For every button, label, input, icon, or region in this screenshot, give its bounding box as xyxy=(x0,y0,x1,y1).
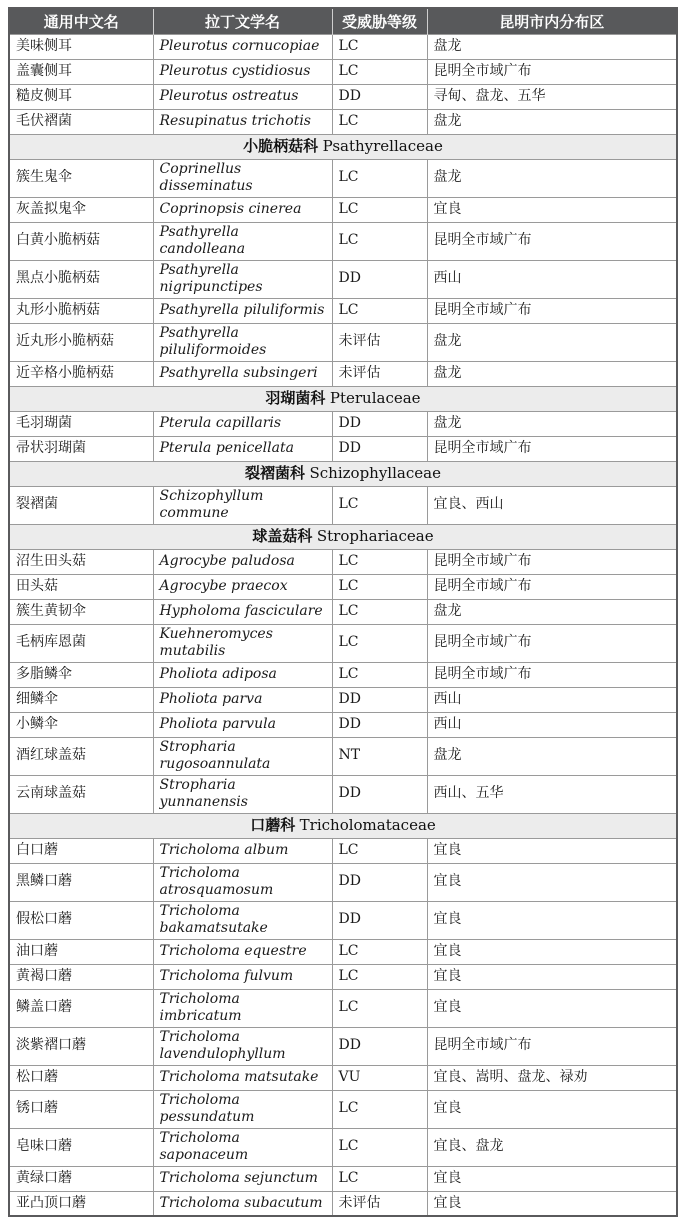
species-chinese-name: 近丸形小脆柄菇 xyxy=(9,323,153,361)
threat-level-value: NT xyxy=(332,737,427,775)
species-chinese-name: 帚状羽瑚菌 xyxy=(9,436,153,461)
distribution-value: 宜良 xyxy=(427,964,677,989)
species-chinese-name: 松口蘑 xyxy=(9,1065,153,1090)
species-row xyxy=(9,737,677,775)
threat-level-value: LC xyxy=(332,59,427,84)
threat-level-value: 未评估 xyxy=(332,361,427,386)
species-latin-name: Stropharia yunnanensis xyxy=(153,775,332,813)
distribution-value: 昆明全市域广布 xyxy=(427,298,677,323)
species-latin-name: Psathyrella piluliformoides xyxy=(153,323,332,361)
threat-level-value: DD xyxy=(332,863,427,901)
distribution-value: 盘龙 xyxy=(427,411,677,436)
species-row xyxy=(9,624,677,662)
species-latin-name: Pleurotus cornucopiae xyxy=(153,34,332,59)
species-latin-name: Pholiota parvula xyxy=(153,712,332,737)
threat-level-value: LC xyxy=(332,574,427,599)
species-latin-name: Tricholoma equestre xyxy=(153,939,332,964)
species-latin-name: Pterula capillaris xyxy=(153,411,332,436)
species-row xyxy=(9,939,677,964)
threat-level-value: LC xyxy=(332,624,427,662)
species-row xyxy=(9,1166,677,1191)
species-latin-name: Pleurotus cystidiosus xyxy=(153,59,332,84)
distribution-value: 宜良 xyxy=(427,863,677,901)
species-row xyxy=(9,323,677,361)
threat-level-value: LC xyxy=(332,486,427,524)
distribution-value: 西山 xyxy=(427,712,677,737)
species-chinese-name: 灰盖拟鬼伞 xyxy=(9,197,153,222)
threat-level-value: VU xyxy=(332,1065,427,1090)
family-latin-name: Pterulaceae xyxy=(329,388,421,407)
species-row xyxy=(9,838,677,863)
distribution-value: 盘龙 xyxy=(427,34,677,59)
species-row xyxy=(9,361,677,386)
species-chinese-name: 亚凸顶口蘑 xyxy=(9,1191,153,1216)
species-row xyxy=(9,486,677,524)
family-section-cell xyxy=(9,386,677,411)
distribution-value: 宜良 xyxy=(427,901,677,939)
species-chinese-name: 美味侧耳 xyxy=(9,34,153,59)
species-chinese-name: 黄褐口蘑 xyxy=(9,964,153,989)
distribution-value: 盘龙 xyxy=(427,737,677,775)
distribution-value: 宜良 xyxy=(427,1090,677,1128)
species-row xyxy=(9,84,677,109)
distribution-value: 宜良 xyxy=(427,197,677,222)
threat-level-value: DD xyxy=(332,84,427,109)
species-chinese-name: 白口蘑 xyxy=(9,838,153,863)
distribution-value: 宜良、嵩明、盘龙、禄劝 xyxy=(427,1065,677,1090)
species-chinese-name: 鳞盖口蘑 xyxy=(9,989,153,1027)
threat-level-value: LC xyxy=(332,109,427,134)
species-latin-name: Hypholoma fasciculare xyxy=(153,599,332,624)
distribution-value: 盘龙 xyxy=(427,323,677,361)
species-latin-name: Stropharia rugosoannulata xyxy=(153,737,332,775)
species-chinese-name: 酒红球盖菇 xyxy=(9,737,153,775)
species-chinese-name: 簇生鬼伞 xyxy=(9,159,153,197)
distribution-value: 昆明全市域广布 xyxy=(427,1027,677,1065)
species-row xyxy=(9,901,677,939)
distribution-value: 昆明全市域广布 xyxy=(427,436,677,461)
species-latin-name: Psathyrella nigripunctipes xyxy=(153,260,332,298)
threat-level-value: DD xyxy=(332,687,427,712)
species-chinese-name: 油口蘑 xyxy=(9,939,153,964)
family-latin-name: Schizophyllaceae xyxy=(309,463,441,482)
distribution-value: 昆明全市域广布 xyxy=(427,549,677,574)
species-chinese-name: 云南球盖菇 xyxy=(9,775,153,813)
table-header-row xyxy=(9,8,677,34)
family-chinese-name: 球盖菇科 xyxy=(252,526,313,545)
distribution-value: 西山 xyxy=(427,687,677,712)
distribution-value: 宜良 xyxy=(427,1166,677,1191)
distribution-value: 宜良 xyxy=(427,939,677,964)
species-latin-name: Schizophyllum commune xyxy=(153,486,332,524)
species-chinese-name: 簇生黄韧伞 xyxy=(9,599,153,624)
distribution-value: 昆明全市域广布 xyxy=(427,662,677,687)
species-row xyxy=(9,197,677,222)
distribution-value: 昆明全市域广布 xyxy=(427,222,677,260)
species-chinese-name: 小鳞伞 xyxy=(9,712,153,737)
species-table-body xyxy=(9,34,677,1216)
species-row xyxy=(9,599,677,624)
species-chinese-name: 田头菇 xyxy=(9,574,153,599)
family-section-cell xyxy=(9,134,677,159)
threat-level-value: LC xyxy=(332,599,427,624)
species-chinese-name: 多脂鳞伞 xyxy=(9,662,153,687)
species-chinese-name: 黑点小脆柄菇 xyxy=(9,260,153,298)
species-row xyxy=(9,775,677,813)
distribution-value: 盘龙 xyxy=(427,361,677,386)
column-header-distribution: 昆明市内分布区 xyxy=(427,8,677,34)
species-row xyxy=(9,574,677,599)
species-latin-name: Coprinopsis cinerea xyxy=(153,197,332,222)
species-latin-name: Psathyrella candolleana xyxy=(153,222,332,260)
distribution-value: 昆明全市域广布 xyxy=(427,624,677,662)
species-latin-name: Psathyrella piluliformis xyxy=(153,298,332,323)
distribution-value: 寻甸、盘龙、五华 xyxy=(427,84,677,109)
family-section-row xyxy=(9,524,677,549)
species-row xyxy=(9,1065,677,1090)
family-section-row xyxy=(9,386,677,411)
distribution-value: 盘龙 xyxy=(427,599,677,624)
family-chinese-name: 羽瑚菌科 xyxy=(265,388,326,407)
species-latin-name: Pholiota parva xyxy=(153,687,332,712)
species-latin-name: Pholiota adiposa xyxy=(153,662,332,687)
threat-level-value: LC xyxy=(332,197,427,222)
species-chinese-name: 盖囊侧耳 xyxy=(9,59,153,84)
threat-level-value: 未评估 xyxy=(332,1191,427,1216)
threat-level-value: LC xyxy=(332,1090,427,1128)
species-row xyxy=(9,59,677,84)
species-latin-name: Agrocybe paludosa xyxy=(153,549,332,574)
species-latin-name: Coprinellus disseminatus xyxy=(153,159,332,197)
species-latin-name: Tricholoma pessundatum xyxy=(153,1090,332,1128)
species-latin-name: Agrocybe praecox xyxy=(153,574,332,599)
species-row xyxy=(9,989,677,1027)
threat-level-value: 未评估 xyxy=(332,323,427,361)
distribution-value: 宜良 xyxy=(427,1191,677,1216)
threat-level-value: LC xyxy=(332,838,427,863)
species-latin-name: Resupinatus trichotis xyxy=(153,109,332,134)
species-chinese-name: 白黄小脆柄菇 xyxy=(9,222,153,260)
species-chinese-name: 毛羽瑚菌 xyxy=(9,411,153,436)
species-row xyxy=(9,34,677,59)
species-chinese-name: 裂褶菌 xyxy=(9,486,153,524)
species-row xyxy=(9,964,677,989)
species-latin-name: Tricholoma sejunctum xyxy=(153,1166,332,1191)
species-latin-name: Pterula penicellata xyxy=(153,436,332,461)
species-row xyxy=(9,1128,677,1166)
column-header-threat-level: 受威胁等级 xyxy=(332,8,427,34)
species-latin-name: Tricholoma album xyxy=(153,838,332,863)
threat-level-value: DD xyxy=(332,775,427,813)
threat-level-value: LC xyxy=(332,34,427,59)
species-chinese-name: 假松口蘑 xyxy=(9,901,153,939)
threat-level-value: DD xyxy=(332,411,427,436)
distribution-value: 盘龙 xyxy=(427,159,677,197)
species-latin-name: Tricholoma imbricatum xyxy=(153,989,332,1027)
threat-level-value: LC xyxy=(332,549,427,574)
distribution-value: 宜良 xyxy=(427,838,677,863)
species-chinese-name: 糙皮侧耳 xyxy=(9,84,153,109)
document-page xyxy=(8,7,676,1217)
column-header-latin-name: 拉丁文学名 xyxy=(153,8,332,34)
species-latin-name: Psathyrella subsingeri xyxy=(153,361,332,386)
threat-level-value: LC xyxy=(332,939,427,964)
family-chinese-name: 裂褶菌科 xyxy=(245,463,306,482)
distribution-value: 昆明全市域广布 xyxy=(427,59,677,84)
species-chinese-name: 黄绿口蘑 xyxy=(9,1166,153,1191)
species-row xyxy=(9,549,677,574)
threat-level-value: DD xyxy=(332,712,427,737)
species-latin-name: Tricholoma matsutake xyxy=(153,1065,332,1090)
threat-level-value: LC xyxy=(332,989,427,1027)
species-latin-name: Tricholoma subacutum xyxy=(153,1191,332,1216)
distribution-value: 宜良 xyxy=(427,989,677,1027)
family-section-cell xyxy=(9,461,677,486)
species-latin-name: Tricholoma atrosquamosum xyxy=(153,863,332,901)
species-row xyxy=(9,712,677,737)
species-row xyxy=(9,159,677,197)
species-chinese-name: 毛伏褶菌 xyxy=(9,109,153,134)
family-section-cell xyxy=(9,813,677,838)
threat-level-value: DD xyxy=(332,436,427,461)
species-chinese-name: 毛柄库恩菌 xyxy=(9,624,153,662)
species-row xyxy=(9,687,677,712)
species-chinese-name: 淡紫褶口蘑 xyxy=(9,1027,153,1065)
species-latin-name: Tricholoma saponaceum xyxy=(153,1128,332,1166)
family-latin-name: Tricholomataceae xyxy=(299,815,436,834)
threat-level-value: DD xyxy=(332,1027,427,1065)
threat-level-value: LC xyxy=(332,1128,427,1166)
family-chinese-name: 口蘑科 xyxy=(250,815,296,834)
species-chinese-name: 细鳞伞 xyxy=(9,687,153,712)
species-row xyxy=(9,436,677,461)
distribution-value: 西山 xyxy=(427,260,677,298)
species-latin-name: Tricholoma fulvum xyxy=(153,964,332,989)
threat-level-value: LC xyxy=(332,222,427,260)
threat-level-value: LC xyxy=(332,298,427,323)
fungi-species-table xyxy=(8,7,678,1217)
family-section-row xyxy=(9,813,677,838)
family-section-cell xyxy=(9,524,677,549)
species-chinese-name: 近辛格小脆柄菇 xyxy=(9,361,153,386)
species-latin-name: Tricholoma bakamatsutake xyxy=(153,901,332,939)
family-latin-name: Psathyrellaceae xyxy=(322,136,443,155)
species-chinese-name: 锈口蘑 xyxy=(9,1090,153,1128)
species-row xyxy=(9,109,677,134)
species-row xyxy=(9,1027,677,1065)
threat-level-value: DD xyxy=(332,260,427,298)
threat-level-value: LC xyxy=(332,159,427,197)
family-chinese-name: 小脆柄菇科 xyxy=(243,136,319,155)
threat-level-value: LC xyxy=(332,964,427,989)
distribution-value: 西山、五华 xyxy=(427,775,677,813)
threat-level-value: LC xyxy=(332,1166,427,1191)
threat-level-value: DD xyxy=(332,901,427,939)
species-row xyxy=(9,411,677,436)
species-row xyxy=(9,298,677,323)
species-latin-name: Tricholoma lavendulophyllum xyxy=(153,1027,332,1065)
species-chinese-name: 黑鳞口蘑 xyxy=(9,863,153,901)
species-row xyxy=(9,662,677,687)
family-section-row xyxy=(9,134,677,159)
family-section-row xyxy=(9,461,677,486)
species-latin-name: Pleurotus ostreatus xyxy=(153,84,332,109)
species-chinese-name: 丸形小脆柄菇 xyxy=(9,298,153,323)
distribution-value: 昆明全市域广布 xyxy=(427,574,677,599)
family-latin-name: Strophariaceae xyxy=(316,526,434,545)
distribution-value: 宜良、西山 xyxy=(427,486,677,524)
species-chinese-name: 沼生田头菇 xyxy=(9,549,153,574)
species-row xyxy=(9,863,677,901)
threat-level-value: LC xyxy=(332,662,427,687)
distribution-value: 宜良、盘龙 xyxy=(427,1128,677,1166)
species-latin-name: Kuehneromyces mutabilis xyxy=(153,624,332,662)
species-chinese-name: 皂味口蘑 xyxy=(9,1128,153,1166)
species-row xyxy=(9,1090,677,1128)
species-row xyxy=(9,1191,677,1216)
species-row xyxy=(9,260,677,298)
column-header-chinese-name: 通用中文名 xyxy=(9,8,153,34)
distribution-value: 盘龙 xyxy=(427,109,677,134)
species-row xyxy=(9,222,677,260)
